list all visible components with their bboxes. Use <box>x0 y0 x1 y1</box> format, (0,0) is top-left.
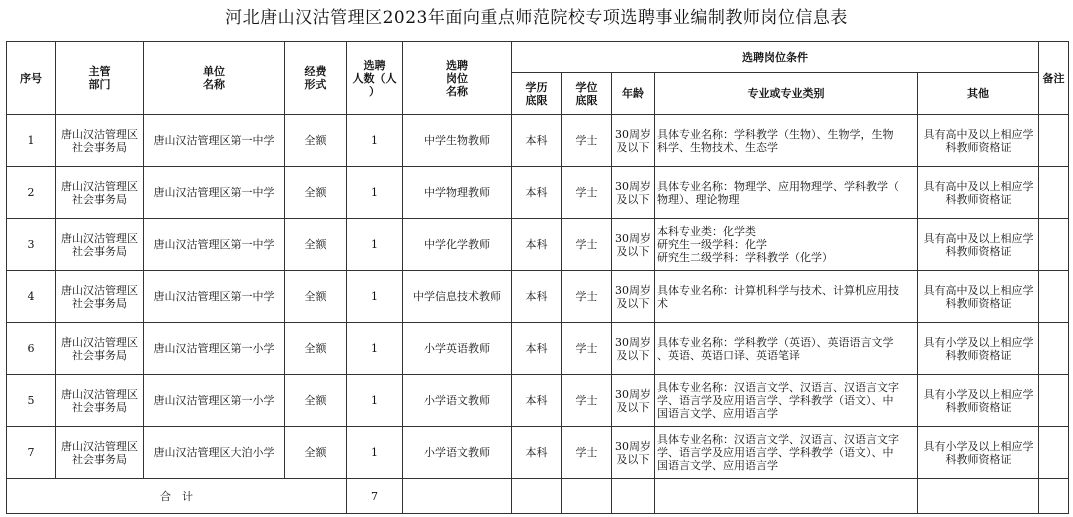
cell-position: 小学语文教师 <box>403 427 512 479</box>
cell-remarks <box>1039 115 1069 167</box>
cell-major: 具体专业名称：汉语言文学、汉语言、汉语言文字 学、语言学及应用语言学、学科教学（语文）、中 国语言文学、应用语言学 <box>655 375 918 427</box>
cell-other: 具有高中及以上相应学 科教师资格证 <box>918 115 1039 167</box>
total-row <box>7 479 1069 514</box>
cell-major: 具体专业名称：学科教学（生物）、生物学，生物 科学、生物技术、生态学 <box>655 115 918 167</box>
cell-degree: 学士 <box>562 323 612 375</box>
cell-seq: 3 <box>7 219 56 271</box>
cell-position: 小学语文教师 <box>403 375 512 427</box>
table-row <box>7 115 1069 167</box>
cell-funding: 全额 <box>285 115 347 167</box>
cell-dept: 唐山汉沽管理区 社会事务局 <box>56 115 144 167</box>
cell-other: 具有小学及以上相应学 科教师资格证 <box>918 323 1039 375</box>
header-conditions: 选聘岗位条件 <box>512 42 1039 73</box>
cell-count: 1 <box>347 375 403 427</box>
cell-unit: 唐山汉沽管理区第一中学 <box>144 219 285 271</box>
cell-dept: 唐山汉沽管理区 社会事务局 <box>56 375 144 427</box>
cell-major: 具体专业名称：学科教学（英语）、英语语言文学 、英语、英语口译、英语笔译 <box>655 323 918 375</box>
cell-seq: 1 <box>7 115 56 167</box>
cell-position: 中学物理教师 <box>403 167 512 219</box>
total-empty <box>562 479 612 514</box>
header-education: 学历 底限 <box>512 73 562 115</box>
total-empty <box>655 479 918 514</box>
cell-count: 1 <box>347 115 403 167</box>
cell-unit: 唐山汉沽管理区第一中学 <box>144 115 285 167</box>
cell-count: 1 <box>347 323 403 375</box>
cell-seq: 7 <box>7 427 56 479</box>
cell-education: 本科 <box>512 167 562 219</box>
table-row <box>7 375 1069 427</box>
cell-age: 30周岁 及以下 <box>612 427 655 479</box>
cell-major: 具体专业名称：物理学、应用物理学、学科教学（ 物理）、理论物理 <box>655 167 918 219</box>
header-funding: 经费 形式 <box>285 42 347 115</box>
header-dept: 主管 部门 <box>56 42 144 115</box>
total-empty <box>512 479 562 514</box>
cell-count: 1 <box>347 271 403 323</box>
cell-education: 本科 <box>512 375 562 427</box>
total-label: 合 计 <box>7 479 347 514</box>
cell-remarks <box>1039 167 1069 219</box>
cell-seq: 4 <box>7 271 56 323</box>
cell-seq: 5 <box>7 375 56 427</box>
total-count: 7 <box>347 479 403 514</box>
cell-unit: 唐山汉沽管理区第一中学 <box>144 167 285 219</box>
cell-funding: 全额 <box>285 167 347 219</box>
cell-funding: 全额 <box>285 375 347 427</box>
cell-other: 具有高中及以上相应学 科教师资格证 <box>918 271 1039 323</box>
cell-age: 30周岁 及以下 <box>612 271 655 323</box>
total-empty <box>612 479 655 514</box>
cell-remarks <box>1039 427 1069 479</box>
cell-dept: 唐山汉沽管理区 社会事务局 <box>56 271 144 323</box>
cell-other: 具有高中及以上相应学 科教师资格证 <box>918 219 1039 271</box>
cell-dept: 唐山汉沽管理区 社会事务局 <box>56 167 144 219</box>
cell-seq: 6 <box>7 323 56 375</box>
cell-dept: 唐山汉沽管理区 社会事务局 <box>56 219 144 271</box>
cell-other: 具有高中及以上相应学 科教师资格证 <box>918 167 1039 219</box>
cell-position: 中学生物教师 <box>403 115 512 167</box>
cell-degree: 学士 <box>562 271 612 323</box>
cell-unit: 唐山汉沽管理区大泊小学 <box>144 427 285 479</box>
cell-funding: 全额 <box>285 271 347 323</box>
cell-education: 本科 <box>512 271 562 323</box>
cell-unit: 唐山汉沽管理区第一中学 <box>144 271 285 323</box>
cell-education: 本科 <box>512 427 562 479</box>
table-row <box>7 323 1069 375</box>
table-row <box>7 271 1069 323</box>
header-count: 选聘 人数（人 ） <box>347 42 403 115</box>
total-empty <box>1039 479 1069 514</box>
cell-remarks <box>1039 323 1069 375</box>
cell-education: 本科 <box>512 323 562 375</box>
cell-age: 30周岁 及以下 <box>612 323 655 375</box>
header-position: 选聘 岗位 名称 <box>403 42 512 115</box>
header-seq: 序号 <box>7 42 56 115</box>
page-title: 河北唐山汉沽管理区2023年面向重点师范院校专项选聘事业编制教师岗位信息表 <box>225 8 848 28</box>
cell-degree: 学士 <box>562 115 612 167</box>
cell-degree: 学士 <box>562 219 612 271</box>
cell-unit: 唐山汉沽管理区第一小学 <box>144 375 285 427</box>
cell-major: 具体专业名称：汉语言文学、汉语言、汉语言文字 学、语言学及应用语言学、学科教学（语文）、中 国语言文学、应用语言学 <box>655 427 918 479</box>
cell-degree: 学士 <box>562 375 612 427</box>
cell-remarks <box>1039 219 1069 271</box>
cell-position: 中学信息技术教师 <box>403 271 512 323</box>
cell-age: 30周岁 及以下 <box>612 375 655 427</box>
header-age: 年龄 <box>612 73 655 115</box>
cell-age: 30周岁 及以下 <box>612 219 655 271</box>
cell-remarks <box>1039 271 1069 323</box>
cell-major: 本科专业类：化学类 研究生一级学科：化学 研究生二级学科：学科教学（化学） <box>655 219 918 271</box>
cell-remarks <box>1039 375 1069 427</box>
position-info-table <box>6 41 1069 514</box>
table-row <box>7 427 1069 479</box>
cell-dept: 唐山汉沽管理区 社会事务局 <box>56 427 144 479</box>
cell-funding: 全额 <box>285 323 347 375</box>
total-empty <box>918 479 1039 514</box>
cell-unit: 唐山汉沽管理区第一小学 <box>144 323 285 375</box>
table-row <box>7 219 1069 271</box>
cell-position: 小学英语教师 <box>403 323 512 375</box>
cell-education: 本科 <box>512 115 562 167</box>
cell-degree: 学士 <box>562 167 612 219</box>
cell-seq: 2 <box>7 167 56 219</box>
cell-other: 具有小学及以上相应学 科教师资格证 <box>918 375 1039 427</box>
cell-age: 30周岁 及以下 <box>612 167 655 219</box>
cell-count: 1 <box>347 167 403 219</box>
cell-dept: 唐山汉沽管理区 社会事务局 <box>56 323 144 375</box>
cell-major: 具体专业名称：计算机科学与技术、计算机应用技 术 <box>655 271 918 323</box>
cell-other: 具有小学及以上相应学 科教师资格证 <box>918 427 1039 479</box>
cell-age: 30周岁 及以下 <box>612 115 655 167</box>
header-remarks: 备注 <box>1039 42 1069 115</box>
cell-funding: 全额 <box>285 219 347 271</box>
header-degree: 学位 底限 <box>562 73 612 115</box>
cell-education: 本科 <box>512 219 562 271</box>
header-other: 其他 <box>918 73 1039 115</box>
table-row <box>7 167 1069 219</box>
cell-count: 1 <box>347 219 403 271</box>
header-major: 专业或专业类别 <box>655 73 918 115</box>
cell-degree: 学士 <box>562 427 612 479</box>
cell-funding: 全额 <box>285 427 347 479</box>
total-empty <box>403 479 512 514</box>
cell-count: 1 <box>347 427 403 479</box>
cell-position: 中学化学教师 <box>403 219 512 271</box>
header-unit: 单位 名称 <box>144 42 285 115</box>
